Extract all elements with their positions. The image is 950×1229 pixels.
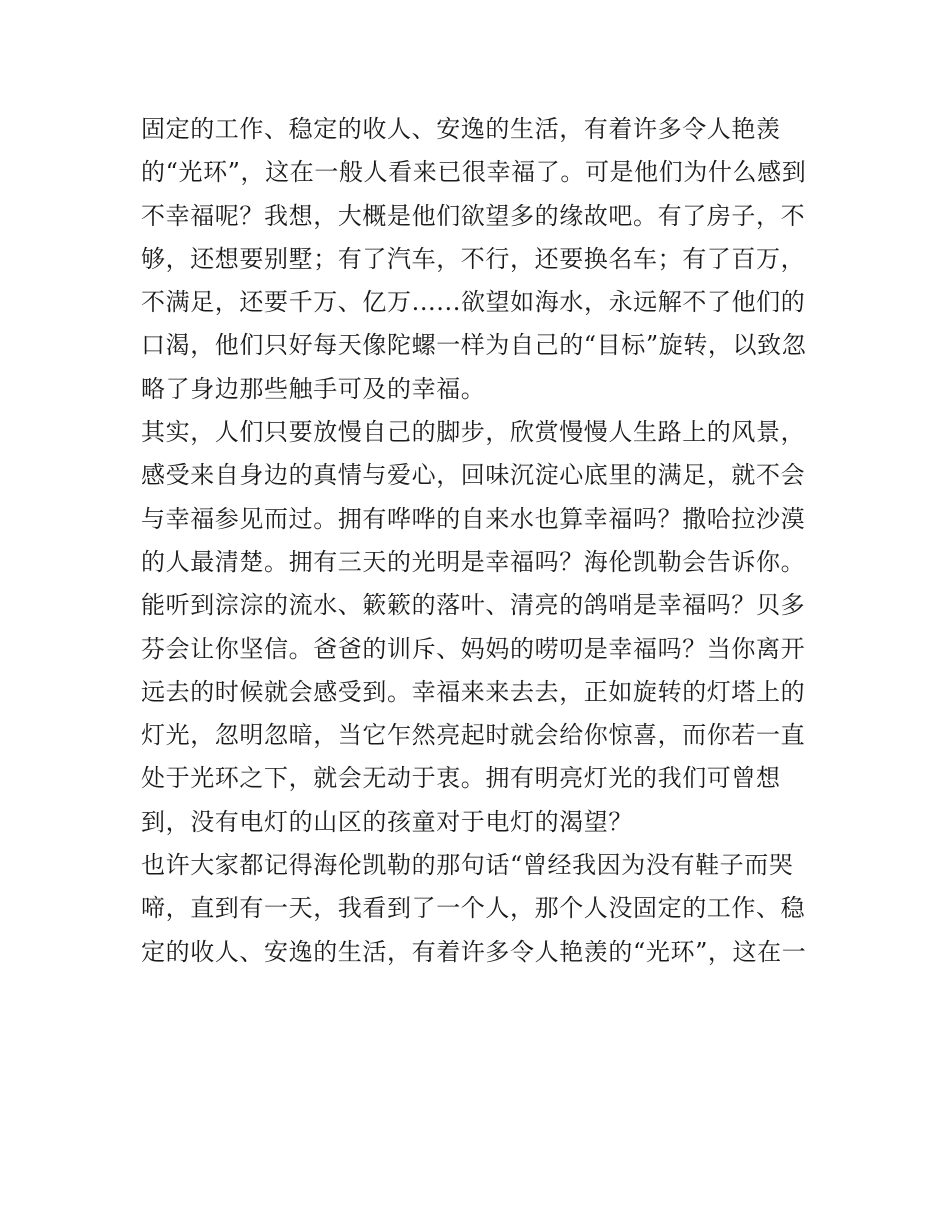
- text-line: 灯光，忽明忽暗，当它乍然亮起时就会给你惊喜，而你若一直: [141, 721, 806, 750]
- text-line: 处于光环之下，就会无动于衷。拥有明亮灯光的我们可曾想: [141, 764, 781, 793]
- text-line: 远去的时候就会感受到。幸福来来去去，正如旋转的灯塔上的: [141, 677, 806, 706]
- text-line: 定的收人、安逸的生活，有着许多令人艳羡的“光环”，这在一: [141, 937, 807, 966]
- text-line: 芬会让你坚信。爸爸的训斥、妈妈的唠叨是幸福吗？当你离开: [141, 634, 806, 663]
- text-line: 口渴，他们只好每天像陀螺一样为自己的“目标”旋转，以致忽: [141, 331, 807, 360]
- text-line: 够，还想要别墅；有了汽车，不行，还要换名车；有了百万，: [141, 244, 806, 273]
- text-line: 能听到淙淙的流水、簌簌的落叶、清亮的鸽哨是幸福吗？贝多: [141, 591, 806, 620]
- text-line: 不满足，还要千万、亿万......欲望如海水，永远解不了他们的: [141, 288, 806, 317]
- text-line: 与幸福参见而过。拥有哗哗的自来水也算幸福吗？撒哈拉沙漠: [141, 504, 806, 533]
- text-line: 啼，直到有一天，我看到了一个人，那个人没固定的工作、稳: [141, 894, 806, 923]
- text-line: 也许大家都记得海伦凯勒的那句话“曾经我因为没有鞋子而哭: [141, 851, 794, 880]
- text-line: 的人最清楚。拥有三天的光明是幸福吗？海伦凯勒会告诉你。: [141, 547, 806, 576]
- text-line: 到，没有电灯的山区的孩童对于电灯的渴望？: [141, 807, 633, 836]
- text-line: 的“光环”，这在一般人看来已很幸福了。可是他们为什么感到: [141, 158, 807, 187]
- text-line: 略了身边那些触手可及的幸福。: [141, 374, 486, 403]
- text-line: 不幸福呢？我想，大概是他们欲望多的缘故吧。有了房子，不: [141, 201, 806, 230]
- text-line: 感受来自身边的真情与爱心，回味沉淀心底里的满足，就不会: [141, 461, 806, 490]
- text-line: 其实，人们只要放慢自己的脚步，欣赏慢慢人生路上的风景，: [141, 418, 806, 447]
- body-text: [141, 108, 821, 974]
- text-line: 固定的工作、稳定的收人、安逸的生活，有着许多令人艳羡: [141, 115, 781, 143]
